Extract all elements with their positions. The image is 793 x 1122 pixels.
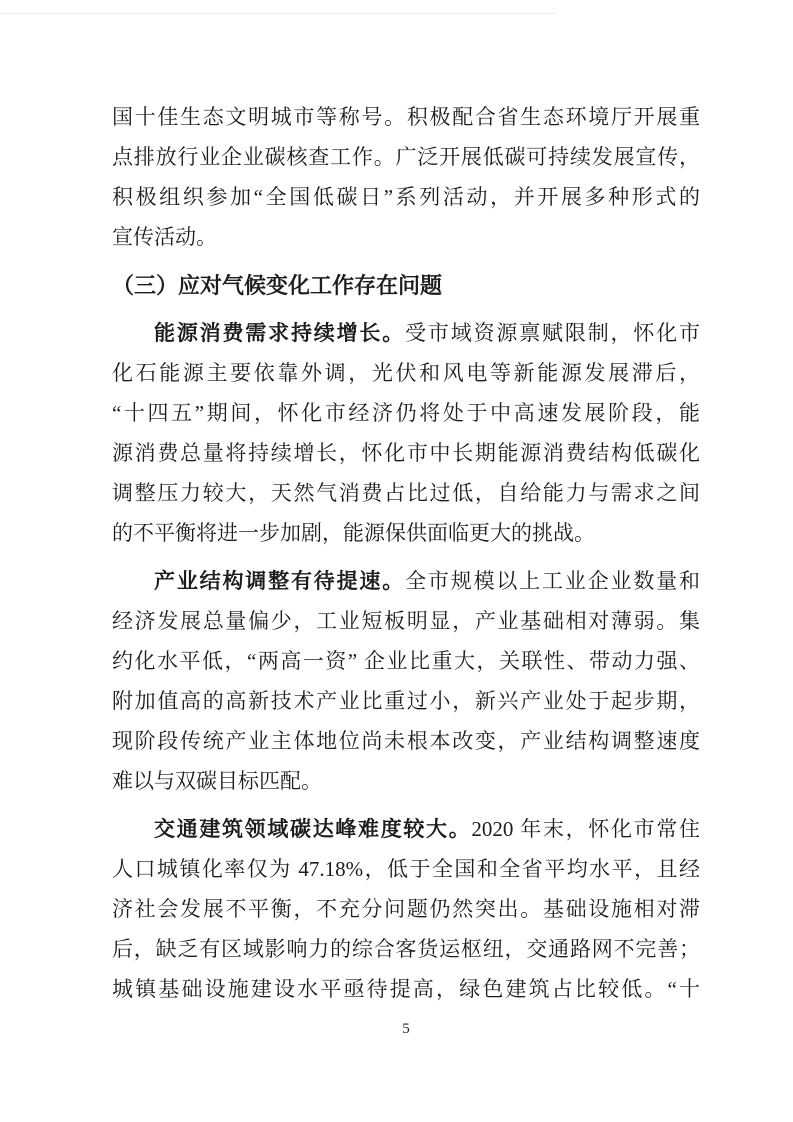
text-line: 的不平衡将进一步加剧，能源保供面临更大的挑战。	[112, 521, 595, 545]
text-line: 产业结构调整有待提速。全市规模以上工业企业数量和	[154, 569, 701, 593]
text-line: 宣传活动。	[112, 225, 217, 249]
text-line: 现阶段传统产业主体地位尚未根本改变，产业结构调整速度	[112, 729, 700, 753]
text-line: 济社会发展不平衡，不充分问题仍然突出。基础设施相对滞	[112, 897, 700, 921]
text-line: 能源消费需求持续增长。受市域资源禀赋限制，怀化市	[154, 321, 701, 345]
text-line: 积极组织参加“全国低碳日”系列活动，并开展多种形式的	[112, 185, 700, 209]
text-line: 经济发展总量偏少，工业短板明显，产业基础相对薄弱。集	[112, 609, 700, 633]
text-line: （三）应对气候变化工作存在问题	[112, 273, 443, 298]
text-line: 人口城镇化率仅为 47.18%，低于全国和全省平均水平，且经	[112, 857, 700, 881]
text-line: 调整压力较大，天然气消费占比过低，自给能力与需求之间	[112, 481, 700, 505]
text-line: 城镇基础设施建设水平亟待提高，绿色建筑占比较低。“十	[112, 977, 700, 1001]
scan-artifact-line	[0, 13, 556, 14]
text-line: 国十佳生态文明城市等称号。积极配合省生态环境厅开展重	[112, 105, 700, 129]
paragraph	[112, 561, 700, 801]
page-number: 5	[402, 1021, 410, 1037]
paragraph	[112, 313, 700, 553]
section-heading	[112, 266, 700, 306]
document-text-block	[112, 97, 700, 1009]
text-line: “十四五”期间，怀化市经济仍将处于中高速发展阶段，能	[112, 401, 700, 425]
text-line: 附加值高的高新技术产业比重过小，新兴产业处于起步期，	[112, 689, 700, 713]
text-line: 化石能源主要依靠外调，光伏和风电等新能源发展滞后，	[112, 361, 700, 385]
bold-lead-in: 产业结构调整有待提速。	[154, 569, 406, 593]
paragraph	[112, 809, 700, 1009]
text-line: 难以与双碳目标匹配。	[112, 769, 322, 793]
text-line: 约化水平低，“两高一资” 企业比重大，关联性、带动力强、	[112, 649, 700, 673]
text-line: 源消费总量将持续增长，怀化市中长期能源消费结构低碳化	[112, 441, 700, 465]
paragraph	[112, 97, 700, 257]
text-line: 点排放行业企业碳核查工作。广泛开展低碳可持续发展宣传，	[112, 145, 700, 169]
text-line: 后，缺乏有区域影响力的综合客货运枢纽，交通路网不完善；	[112, 937, 700, 961]
bold-lead-in: 交通建筑领域碳达峰难度较大。	[154, 817, 472, 841]
bold-lead-in: 能源消费需求持续增长。	[154, 321, 406, 345]
text-line: 交通建筑领域碳达峰难度较大。2020 年末，怀化市常住	[154, 817, 701, 841]
